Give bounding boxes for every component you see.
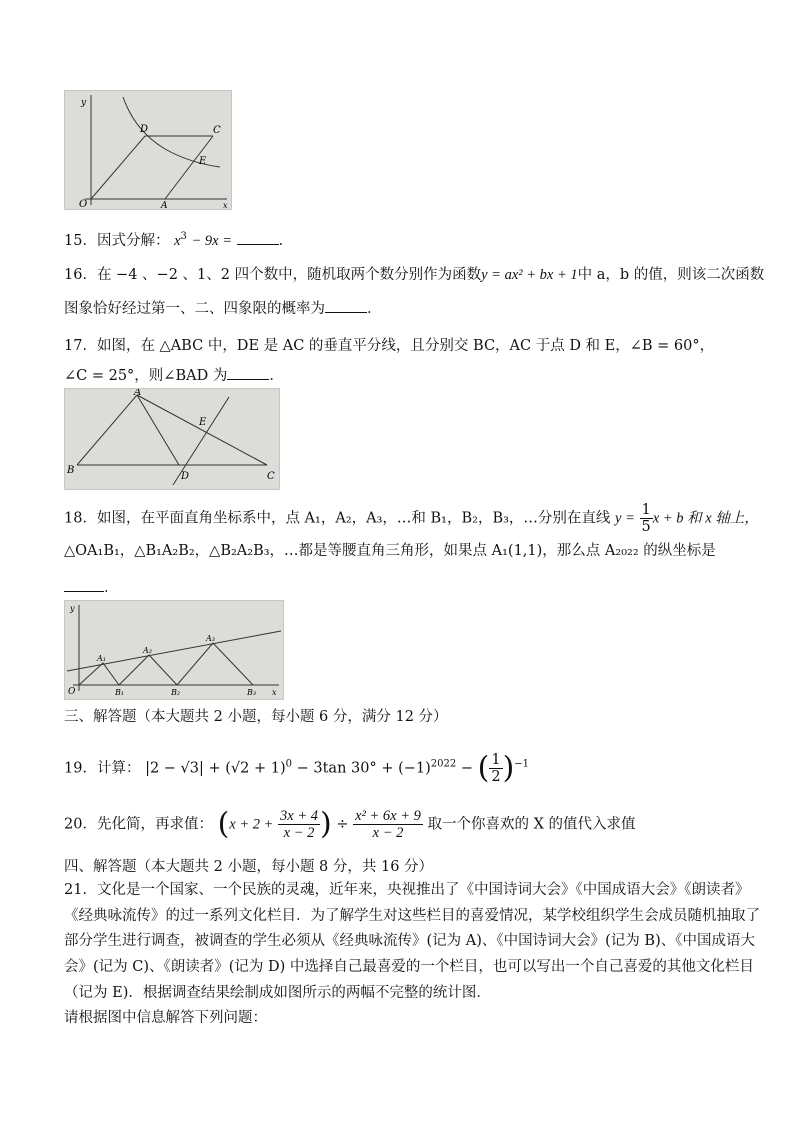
q18-line2: △OA₁B₁，△B₁A₂B₂，△B₂A₂B₃，…都是等腰直角三角形，如果点 A₁(1,1)，那么点 A₂₀₂₂ 的纵坐标是: [64, 543, 716, 559]
q18-fig-a1: A₁: [97, 654, 106, 663]
q19-paren-close: ): [502, 750, 515, 786]
q17-fig-d: D: [181, 471, 190, 482]
q20-tail: 取一个你喜欢的 X 的值代入求值: [427, 816, 636, 833]
q17-number: 17．: [64, 338, 97, 354]
q19-label: 计算：: [96, 760, 141, 777]
q21-para-4: 会》(记为 C)、《朗读者》(记为 D) 中选择自己最喜爱的一个栏目，也可以写出一个自己喜爱的其他文化栏目: [64, 959, 754, 975]
q21-para-1: 21．文化是一个国家、一个民族的灵魂，近年来，央视推出了《中国诗词大会》《中国成语大会》《朗读者》: [64, 882, 750, 898]
question-18-line3: [64, 577, 119, 598]
q20-fraction-2: [353, 808, 423, 841]
question-18-line2: [64, 541, 716, 561]
q19-part2: − 3tan 30° + (−1): [296, 760, 431, 777]
q15-end: ．: [278, 232, 294, 249]
q18-fraction: [640, 502, 653, 535]
q17-fig-b: B: [67, 465, 75, 476]
q15-label: 因式分解：: [96, 232, 170, 249]
q19-number: 19．: [64, 760, 97, 777]
q18-answer-blank: [64, 577, 104, 592]
q18-line1: 如图，在平面直角坐标系中，点 A₁，A₂，A₃，…和 B₁，B₂，B₃，…分别在直线: [96, 510, 611, 527]
q19-half-den: 2: [491, 769, 501, 785]
fig14-label-x: x: [223, 201, 228, 209]
question-18: [64, 502, 759, 535]
fig14-label-o: O: [79, 199, 88, 209]
q18-fig-b2: B₂: [171, 688, 181, 697]
q18-fig-b1: B₁: [115, 688, 125, 697]
q17-figure: [64, 388, 280, 490]
q20-f1-den: x − 2: [283, 825, 315, 841]
q17-line1: 如图，在 △ABC 中，DE 是 AC 的垂直平分线，且分别交 BC，AC 于点 D 和 E，∠B = 60°，: [96, 338, 715, 354]
q21-para-6: 请根据图中信息解答下列问题：: [64, 1010, 267, 1026]
question-16: [64, 265, 764, 285]
q18-fig-a3: A₃: [206, 634, 215, 643]
q16-text1: 在 −4 、−2 、1、2 四个数中，随机取两个数分别作为函数: [96, 267, 482, 283]
fig14-label-y: y: [81, 98, 87, 108]
q19-exp2022: 2022: [430, 758, 457, 770]
q17-fig-e: E: [199, 417, 207, 428]
q19-half-num: 1: [491, 752, 501, 768]
q18-fig-b3: B₃: [247, 688, 257, 697]
q17-end: ．: [269, 368, 284, 384]
q19-exp-neg1: −1: [514, 758, 530, 770]
q14-figure: [64, 90, 232, 210]
q16-line2: 图象恰好经过第一、二、四象限的概率为: [64, 301, 325, 317]
section-4-heading: 四、解答题（本大题共 2 小题，每小题 8 分，共 16 分）: [64, 859, 434, 875]
fig14-label-e: E: [199, 156, 207, 167]
q17-answer-blank: [227, 365, 269, 380]
q21-para-2: 《经典咏流传》的过一系列文化栏目．为了解学生对这些栏目的喜爱情况，某学校组织学生会成员随机抽取了: [64, 908, 760, 924]
q20-paren-close: ): [320, 806, 332, 842]
q20-label: 先化简，再求值：: [96, 816, 213, 833]
q16-answer-blank: [325, 298, 367, 313]
q19-exp0: 0: [285, 758, 293, 770]
q20-fraction-1: [278, 808, 320, 841]
q20-div: ÷: [336, 816, 349, 833]
q20-lead: x + 2 +: [229, 816, 274, 833]
fig14-label-c: C: [213, 125, 221, 136]
q19-part1: |2 − √3| + (√2 + 1): [145, 760, 286, 777]
section-3-heading: 三、解答题（本大题共 2 小题，每小题 6 分，满分 12 分）: [64, 709, 448, 725]
question-15: [64, 227, 293, 251]
q15-number: 15．: [64, 232, 97, 249]
q18-fig-y: y: [70, 604, 75, 613]
q20-number: 20．: [64, 816, 97, 833]
q19-part3: −: [460, 760, 474, 777]
q15-expr-x: x: [174, 232, 181, 249]
q15-expr-exp: 3: [180, 231, 187, 242]
q20-f2-num: x² + 6x + 9: [355, 808, 421, 824]
question-20: [64, 808, 636, 841]
q16-func: y = ax² + bx + 1: [481, 267, 578, 283]
q18-figure: [64, 600, 284, 700]
q16-number: 16．: [64, 267, 97, 283]
q18-fig-o: O: [68, 687, 76, 697]
q16-end: ．: [367, 301, 382, 317]
question-17: [64, 336, 714, 356]
q18-end: ．: [104, 580, 119, 596]
q19-paren-open: (: [477, 750, 490, 786]
q21-para-5: （记为 E)．根据调查结果绘制成如图所示的两幅不完整的统计图．: [64, 985, 491, 1001]
q17-fig-c: C: [267, 471, 275, 482]
q15-answer-blank: [237, 230, 279, 245]
q21-para-3: 部分学生进行调查，被调查的学生必须从《经典咏流传》(记为 A)、《中国诗词大会》(记为 B)、《中国成语大: [64, 933, 755, 949]
q18-fig-a2: A₂: [143, 646, 152, 655]
fig14-label-a: A: [161, 201, 168, 209]
q20-paren-open: (: [217, 806, 230, 842]
q17-line2: ∠C = 25°，则∠BAD 为: [64, 368, 228, 384]
q18-frac-num: 1: [641, 502, 651, 518]
q18-eq-pre: y =: [615, 510, 635, 527]
question-16-line2: [64, 298, 382, 319]
q18-frac-den: 5: [641, 519, 651, 535]
q18-eq-post: x + b 和 x 轴上，: [652, 510, 759, 527]
q18-number: 18．: [64, 510, 97, 527]
q20-f1-num: 3x + 4: [280, 808, 319, 824]
q19-half-fraction: [489, 752, 502, 785]
q20-f2-den: x − 2: [372, 825, 404, 841]
q18-fig-x: x: [272, 688, 277, 697]
fig14-label-d: D: [140, 124, 149, 135]
q17-fig-a: A: [134, 389, 142, 398]
question-17-line2: [64, 365, 284, 386]
q15-expr-rest: − 9x =: [191, 232, 232, 249]
question-19: [64, 752, 529, 785]
q16-text2: 中 a，b 的值，则该二次函数: [577, 267, 765, 283]
